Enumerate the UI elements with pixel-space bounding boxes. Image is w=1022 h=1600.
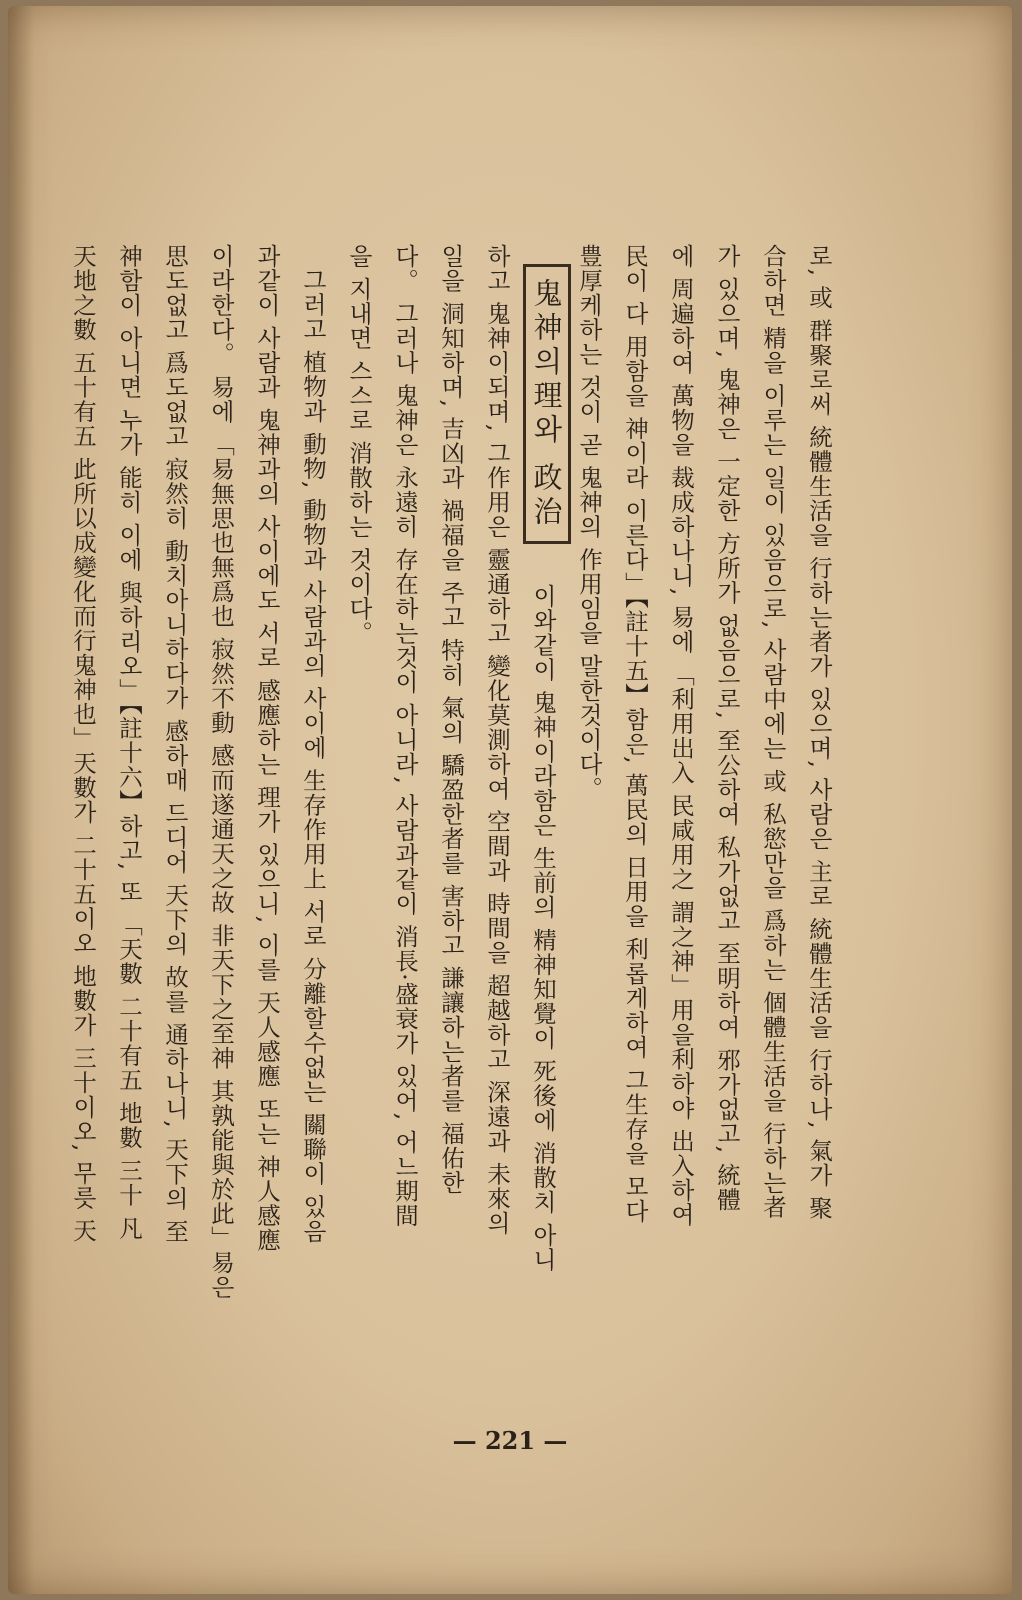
text-column-9: 일을 洞知하며, 吉凶과 禍福을 주고 特히 氣의 驕盈한者를 害하고 謙讓하는者를 福佑한 — [437, 244, 465, 1195]
section-heading-box — [523, 264, 571, 544]
text-column-3: 가 있으며, 鬼神은 一定한 方所가 없음으로, 至公하여 私가없고 至明하여 邪가없고, 統體 — [713, 244, 741, 1212]
section-heading: 鬼神의理와 政治 — [529, 277, 564, 531]
text-column-6: 豊厚케하는 것이 곧 鬼神의 作用임을 말한것이다。 — [575, 244, 603, 801]
text-column-14: 이라한다。 易에 「易無思也無爲也 寂然不動 感而遂通天之故 非天下之至神 其孰能與於此」易은 — [207, 244, 235, 1300]
text-column-16: 神함이 아니면 누가 能히 이에 與하리오」【註十六】하고, 또 「天數 二十有五 地數 三十 凡 — [115, 244, 143, 1241]
text-column-5: 民이 다 用함을 神이라 이른다」【註十五】함은, 萬民의 日用을 利롭게하여 그生存을 모다 — [621, 244, 649, 1224]
page-spine-shadow — [8, 6, 34, 1594]
text-column-12: 그러고 植物과 動物, 動物과 사람과의 사이에 生存作用上 서로 分離할수없는 關聯이 있음 — [299, 268, 327, 1244]
page-number: — 221 — — [452, 1426, 568, 1455]
text-column-2: 合하면 精을 이루는 일이 있음으로, 사람中에는 或 私慾만을 爲하는 個體生活을 行하는者 — [759, 244, 787, 1220]
text-column-15: 思도없고 爲도없고 寂然히 動치아니하다가 感하매 드디어 天下의 故를 通하나니, 天下의 至 — [161, 244, 189, 1244]
book-page — [8, 6, 1012, 1594]
text-column-1: 로, 或 群聚로써 統體生活을 行하는者가 있으며, 사람은 主로 統體生活을 行하나, 氣가 聚 — [805, 244, 833, 1221]
text-column-17: 天地之數 五十有五 此所以成變化而行鬼神也」天數가 二十五이오 地數가 三十이오, 무릇 天 — [69, 244, 97, 1243]
text-column-7: 이와같이 鬼神이라함은 生前의 精神知覺이 死後에 消散치 아니 — [529, 584, 557, 1272]
text-column-13: 과같이 사람과 鬼神과의 사이에도 서로 感應하는 理가 있으니, 이를 天人感應 또는 神人感應 — [253, 244, 281, 1253]
text-column-10: 다。 그러나 鬼神은 永遠히 存在하는것이 아니라, 사람과같이 消長·盛衰가 있어, 어느期間 — [391, 244, 419, 1228]
text-column-4: 에 周遍하여 萬物을 裁成하나니, 易에 「利用出入 民咸用之 謂之神」用을利하야 出入하여 — [667, 244, 695, 1227]
text-column-11: 을 지내면 스스로 消散하는 것이다。 — [345, 244, 373, 646]
text-column-8: 하고 鬼神이되며, 그作用은 靈通하고 變化莫測하여 空間과 時間을 超越하고 深遠과 未來의 — [483, 244, 511, 1236]
